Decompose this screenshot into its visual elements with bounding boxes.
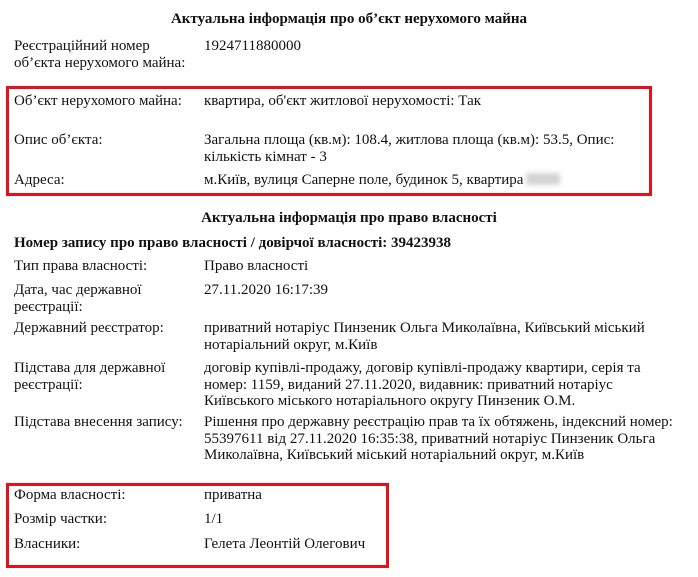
property-reg-number-value: 1924711880000 — [204, 38, 301, 54]
registration-date-label: Дата, час державної реєстрації: — [14, 282, 142, 315]
ownership-record-title: Номер запису про право власності / довірчої власності: 39423938 — [14, 235, 452, 251]
owners-label: Власники: — [14, 536, 81, 552]
ownership-form-label: Форма власності: — [14, 487, 126, 503]
property-address-label: Адреса: — [14, 172, 65, 188]
property-highlight-box — [6, 86, 652, 196]
registration-basis-label: Підстава для державної реєстрації: — [14, 360, 166, 393]
property-object-value: квартира, об'єкт житлової нерухомості: Так — [204, 93, 482, 109]
property-address-text: м.Київ, вулиця Саперне поле, будинок 5, квартира — [204, 172, 524, 188]
entry-basis-label: Підстава внесення запису: — [14, 414, 183, 430]
registrar-value: приватний нотаріус Пинзеник Ольга Миколаївна, Київський міський нотаріальний округ, м.Київ — [204, 320, 645, 353]
owners-value: Гелета Леонтій Олегович — [204, 536, 366, 552]
property-description-value: Загальна площа (кв.м): 108.4, житлова площа (кв.м): 53.5, Опис: кількість кімнат - 3 — [204, 132, 615, 165]
ownership-type-label: Тип права власності: — [14, 258, 148, 274]
ownership-highlight-box — [6, 483, 389, 568]
registration-date-value: 27.11.2020 16:17:39 — [204, 282, 329, 298]
share-size-value: 1/1 — [204, 511, 224, 527]
property-reg-number-label: Реєстраційний номер об’єкта нерухомого майна: — [14, 38, 186, 71]
registration-basis-value: договір купівлі-продажу, договір купівлі-продажу квартири, серія та номер: 1159, виданий 27.11.2020, видавник: приватний нотаріус Київського міського нотаріального округу Пинзеник О.М. — [204, 360, 641, 409]
entry-basis-value: Рішення про державну реєстрацію прав та їх обтяжень, індексний номер: 55397611 від 27.11.2020 16:35:38, приватний нотаріус Пинзеник Ольга Миколаївна, Київський міський нотаріальний округ, м.Київ — [204, 414, 673, 463]
property-description-label: Опис об’єкта: — [14, 132, 103, 148]
property-object-label: Об’єкт нерухомого майна: — [14, 93, 182, 109]
registrar-label: Державний реєстратор: — [14, 320, 164, 336]
share-size-label: Розмір частки: — [14, 511, 107, 527]
ownership-form-value: приватна — [204, 487, 262, 503]
ownership-section-heading: Актуальна інформація про право власності — [201, 210, 497, 226]
property-section-heading: Актуальна інформація про об’єкт нерухомого майна — [170, 11, 528, 27]
ownership-type-value: Право власності — [204, 258, 309, 274]
